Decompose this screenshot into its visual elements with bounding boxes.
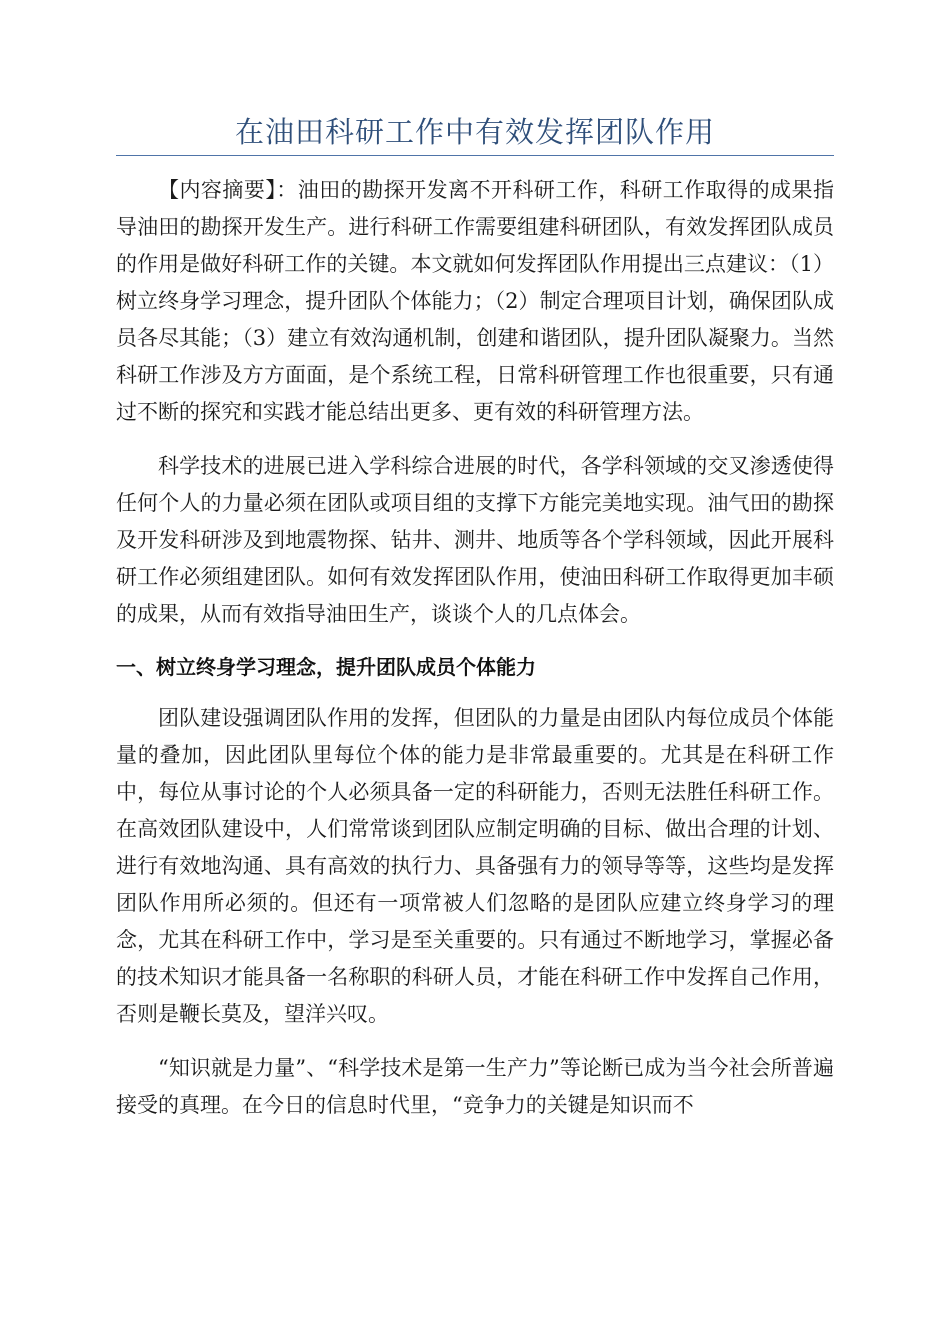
intro-paragraph: 科学技术的进展已进入学科综合进展的时代，各学科领域的交叉渗透使得任何个人的力量必须在团队或项目组的支撑下方能完美地实现。油气田的勘探及开发科研涉及到地震物探、钻井、测井、地质等各个学科领域，因此开展科研工作必须组建团队。如何有效发挥团队作用，使油田科研工作取得更加丰硕的成果，从而有效指导油田生产，谈谈个人的几点体会。 — [116, 454, 834, 626]
abstract-paragraph: 【内容摘要】：油田的勘探开发离不开科研工作，科研工作取得的成果指导油田的勘探开发生产。进行科研工作需要组建科研团队，有效发挥团队成员的作用是做好科研工作的关键。本文就如何发挥团队作用提出三点建议：（1）树立终身学习理念，提升团队个体能力；（2）制定合理项目计划，确保团队成员各尽其能；（3）建立有效沟通机制，创建和谐团队，提升团队凝聚力。当然科研工作涉及方方面面，是个系统工程，日常科研管理工作也很重要，只有通过不断的探究和实践才能总结出更多、更有效的科研管理方法。 — [116, 178, 834, 424]
document-body — [116, 172, 834, 1141]
document-title: 在油田科研工作中有效发挥团队作用 — [234, 115, 715, 149]
section-1-paragraph-1: 团队建设强调团队作用的发挥，但团队的力量是由团队内每位成员个体能量的叠加，因此团队里每位个体的能力是非常最重要的。尤其是在科研工作中，每位从事讨论的个人必须具备一定的科研能力，否则无法胜任科研工作。在高效团队建设中，人们常常谈到团队应制定明确的目标、做出合理的计划、进行有效地沟通、具有高效的执行力、具备强有力的领导等等，这些均是发挥团队作用所必须的。但还有一项常被人们忽略的是团队应建立终身学习的理念，尤其在科研工作中，学习是至关重要的。只有通过不断地学习，掌握必备的技术知识才能具备一名称职的科研人员，才能在科研工作中发挥自己作用，否则是鞭长莫及，望洋兴叹。 — [116, 706, 834, 1026]
section-1-paragraph-2: “知识就是力量”、“科学技术是第一生产力”等论断已成为当今社会所普遍接受的真理。在今日的信息时代里，“竞争力的关键是知识而不 — [116, 1056, 834, 1117]
title-underline — [116, 155, 834, 156]
section-heading-1: 一、树立终身学习理念，提升团队成员个体能力 — [116, 655, 536, 679]
